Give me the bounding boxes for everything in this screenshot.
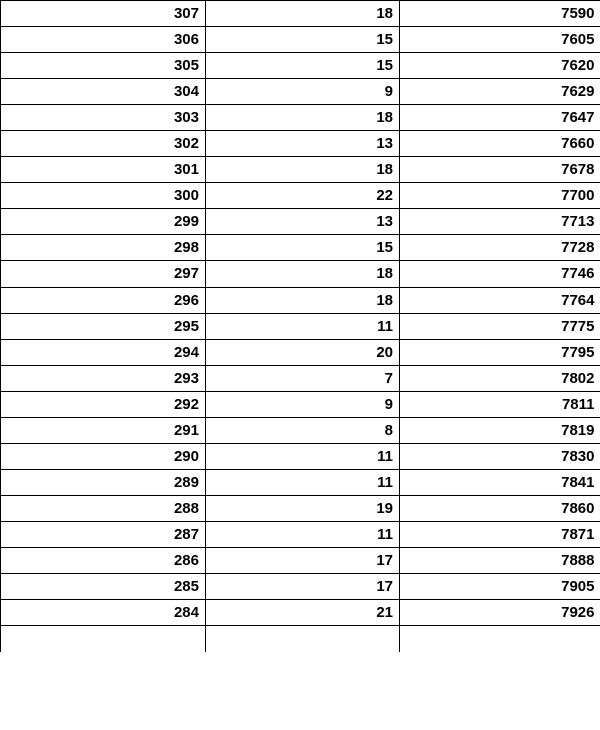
- cell-count: [206, 626, 400, 652]
- table-row: [1, 574, 600, 600]
- cell-count: 20: [206, 339, 400, 365]
- table-row: [1, 235, 600, 261]
- table-row: [1, 209, 600, 235]
- cell-cumulative: 7700: [400, 183, 600, 209]
- cell-cumulative: 7647: [400, 105, 600, 131]
- table-row: [1, 131, 600, 157]
- cell-cumulative: 7830: [400, 443, 600, 469]
- cell-cumulative: 7802: [400, 365, 600, 391]
- cell-count: 9: [206, 391, 400, 417]
- table-row: [1, 417, 600, 443]
- cell-cumulative: 7713: [400, 209, 600, 235]
- table-row: [1, 27, 600, 53]
- cell-score: 292: [1, 391, 206, 417]
- table-row: [1, 443, 600, 469]
- cell-score: 302: [1, 131, 206, 157]
- cell-score: 305: [1, 53, 206, 79]
- cell-count: 22: [206, 183, 400, 209]
- cell-count: 18: [206, 261, 400, 287]
- cell-count: 17: [206, 574, 400, 600]
- cell-score: 299: [1, 209, 206, 235]
- cell-count: 11: [206, 313, 400, 339]
- table-row: [1, 495, 600, 521]
- cell-score: 295: [1, 313, 206, 339]
- cell-score: 294: [1, 339, 206, 365]
- cell-score: 289: [1, 469, 206, 495]
- cell-score: 301: [1, 157, 206, 183]
- table-row: [1, 521, 600, 547]
- cell-score: 290: [1, 443, 206, 469]
- cell-count: 9: [206, 79, 400, 105]
- cell-cumulative: 7841: [400, 469, 600, 495]
- cell-count: 15: [206, 235, 400, 261]
- table-body: [1, 1, 600, 652]
- cell-score: 307: [1, 1, 206, 27]
- cell-cumulative: 7819: [400, 417, 600, 443]
- cell-score: 306: [1, 27, 206, 53]
- cell-score: 298: [1, 235, 206, 261]
- cell-score: 303: [1, 105, 206, 131]
- cell-count: 11: [206, 443, 400, 469]
- cell-cumulative: 7905: [400, 574, 600, 600]
- cell-count: 15: [206, 53, 400, 79]
- cell-cumulative: 7629: [400, 79, 600, 105]
- cell-count: 18: [206, 157, 400, 183]
- table-row: [1, 600, 600, 626]
- cell-score: 296: [1, 287, 206, 313]
- cell-cumulative: 7888: [400, 547, 600, 573]
- cell-count: 11: [206, 469, 400, 495]
- cell-cumulative: 7775: [400, 313, 600, 339]
- cell-score: 291: [1, 417, 206, 443]
- table-row-partial: [1, 626, 600, 652]
- cell-cumulative: [400, 626, 600, 652]
- table-row: [1, 183, 600, 209]
- cell-score: 304: [1, 79, 206, 105]
- cell-count: 8: [206, 417, 400, 443]
- table-row: [1, 105, 600, 131]
- cell-score: [1, 626, 206, 652]
- table-row: [1, 287, 600, 313]
- cell-score: 286: [1, 547, 206, 573]
- table-row: [1, 157, 600, 183]
- cell-count: 15: [206, 27, 400, 53]
- cell-count: 18: [206, 105, 400, 131]
- cell-cumulative: 7860: [400, 495, 600, 521]
- table-row: [1, 261, 600, 287]
- cell-score: 285: [1, 574, 206, 600]
- cell-count: 18: [206, 287, 400, 313]
- cell-score: 300: [1, 183, 206, 209]
- table-row: [1, 313, 600, 339]
- table-row: [1, 469, 600, 495]
- table-row: [1, 79, 600, 105]
- cell-score: 288: [1, 495, 206, 521]
- cell-cumulative: 7620: [400, 53, 600, 79]
- cell-count: 11: [206, 521, 400, 547]
- table-row: [1, 365, 600, 391]
- cell-cumulative: 7678: [400, 157, 600, 183]
- cell-cumulative: 7795: [400, 339, 600, 365]
- cell-cumulative: 7605: [400, 27, 600, 53]
- cell-cumulative: 7746: [400, 261, 600, 287]
- cell-count: 19: [206, 495, 400, 521]
- cell-cumulative: 7926: [400, 600, 600, 626]
- cell-cumulative: 7871: [400, 521, 600, 547]
- table-row: [1, 1, 600, 27]
- cell-score: 287: [1, 521, 206, 547]
- cell-count: 21: [206, 600, 400, 626]
- cell-cumulative: 7728: [400, 235, 600, 261]
- cell-score: 293: [1, 365, 206, 391]
- table-row: [1, 53, 600, 79]
- table-row: [1, 339, 600, 365]
- cell-count: 17: [206, 547, 400, 573]
- cell-cumulative: 7590: [400, 1, 600, 27]
- cell-cumulative: 7660: [400, 131, 600, 157]
- cell-count: 13: [206, 209, 400, 235]
- cell-count: 18: [206, 1, 400, 27]
- cell-count: 7: [206, 365, 400, 391]
- cell-score: 297: [1, 261, 206, 287]
- cell-cumulative: 7811: [400, 391, 600, 417]
- cell-score: 284: [1, 600, 206, 626]
- cell-count: 13: [206, 131, 400, 157]
- table-row: [1, 547, 600, 573]
- cell-cumulative: 7764: [400, 287, 600, 313]
- table-row: [1, 391, 600, 417]
